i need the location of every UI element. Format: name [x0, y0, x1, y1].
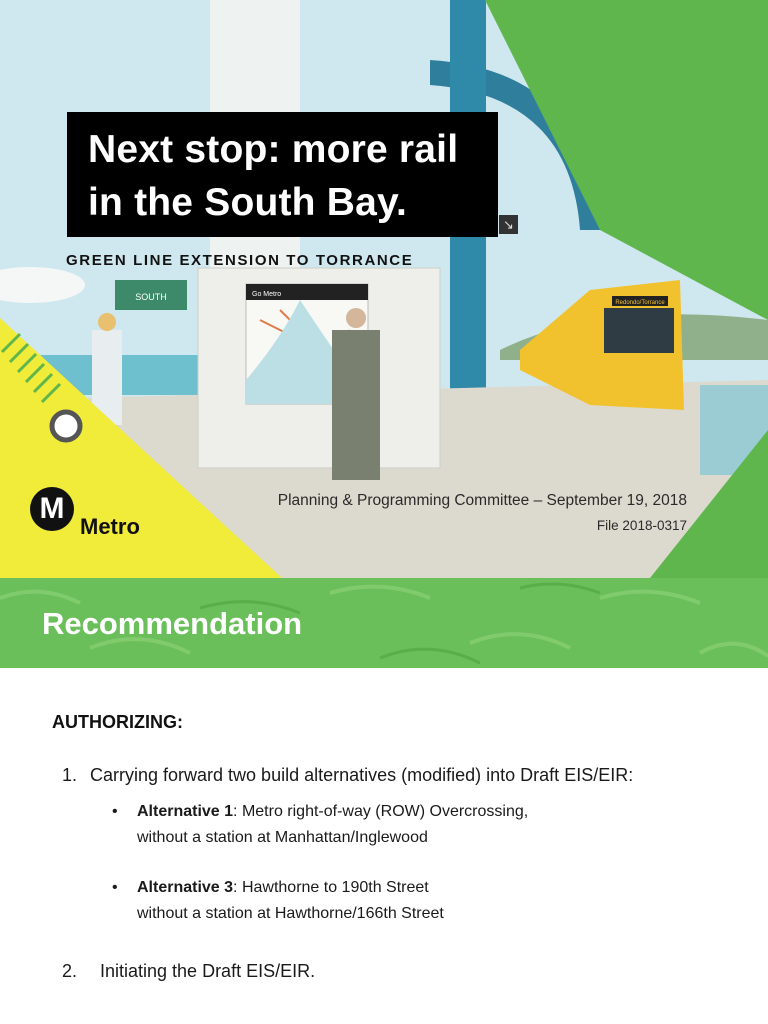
alternative-desc: : Hawthorne to 190th Street	[233, 879, 429, 896]
bullet-text	[137, 799, 528, 851]
headline-line-2: in the South Bay.	[88, 181, 408, 224]
freeway-sign-text: SOUTH	[135, 292, 167, 302]
alternative-label: Alternative 3	[137, 879, 234, 896]
kiosk-map-title: Go Metro	[252, 291, 282, 298]
alternative-label: Alternative 1	[137, 803, 234, 820]
metro-logo-icon: M	[30, 487, 74, 531]
list-number: 1.	[62, 765, 78, 785]
bullet-symbol: •	[112, 879, 118, 896]
subheading: GREEN LINE EXTENSION TO TORRANCE	[66, 252, 414, 269]
section-banner	[0, 578, 768, 668]
headline-box	[67, 112, 498, 237]
train-destination: Redondo/Torrance	[615, 300, 665, 306]
alternative-desc: : Metro right-of-way (ROW) Overcrossing,	[233, 803, 529, 820]
bullet-symbol: •	[112, 803, 118, 820]
alternative-desc-line2: without a station at Hawthorne/166th Street	[137, 905, 444, 922]
list-item	[62, 961, 315, 982]
person-head	[346, 308, 366, 328]
list-item	[62, 765, 633, 786]
alternative-desc-line2: without a station at Manhattan/Inglewood	[137, 829, 428, 846]
committee-line: Planning & Programming Committee – September 19, 2018	[277, 492, 687, 509]
list-number: 2.	[62, 961, 78, 981]
station-marker	[52, 412, 80, 440]
person-backpack	[332, 330, 380, 480]
section-title: Recommendation	[42, 606, 303, 641]
list-text: Carrying forward two build alternatives (modified) into Draft EIS/EIR:	[90, 765, 634, 785]
arrow-icon: ↘	[499, 215, 518, 234]
file-number: File 2018-0317	[596, 518, 687, 533]
person-woman-head	[98, 313, 116, 331]
metro-logo-word: Metro	[80, 514, 140, 539]
recommendation-content	[0, 668, 768, 1024]
list-text: Initiating the Draft EIS/EIR.	[100, 961, 316, 981]
authorizing-heading: AUTHORIZING:	[52, 712, 183, 732]
headline-line-1: Next stop: more rail	[88, 128, 459, 171]
bullet-text	[137, 875, 444, 927]
